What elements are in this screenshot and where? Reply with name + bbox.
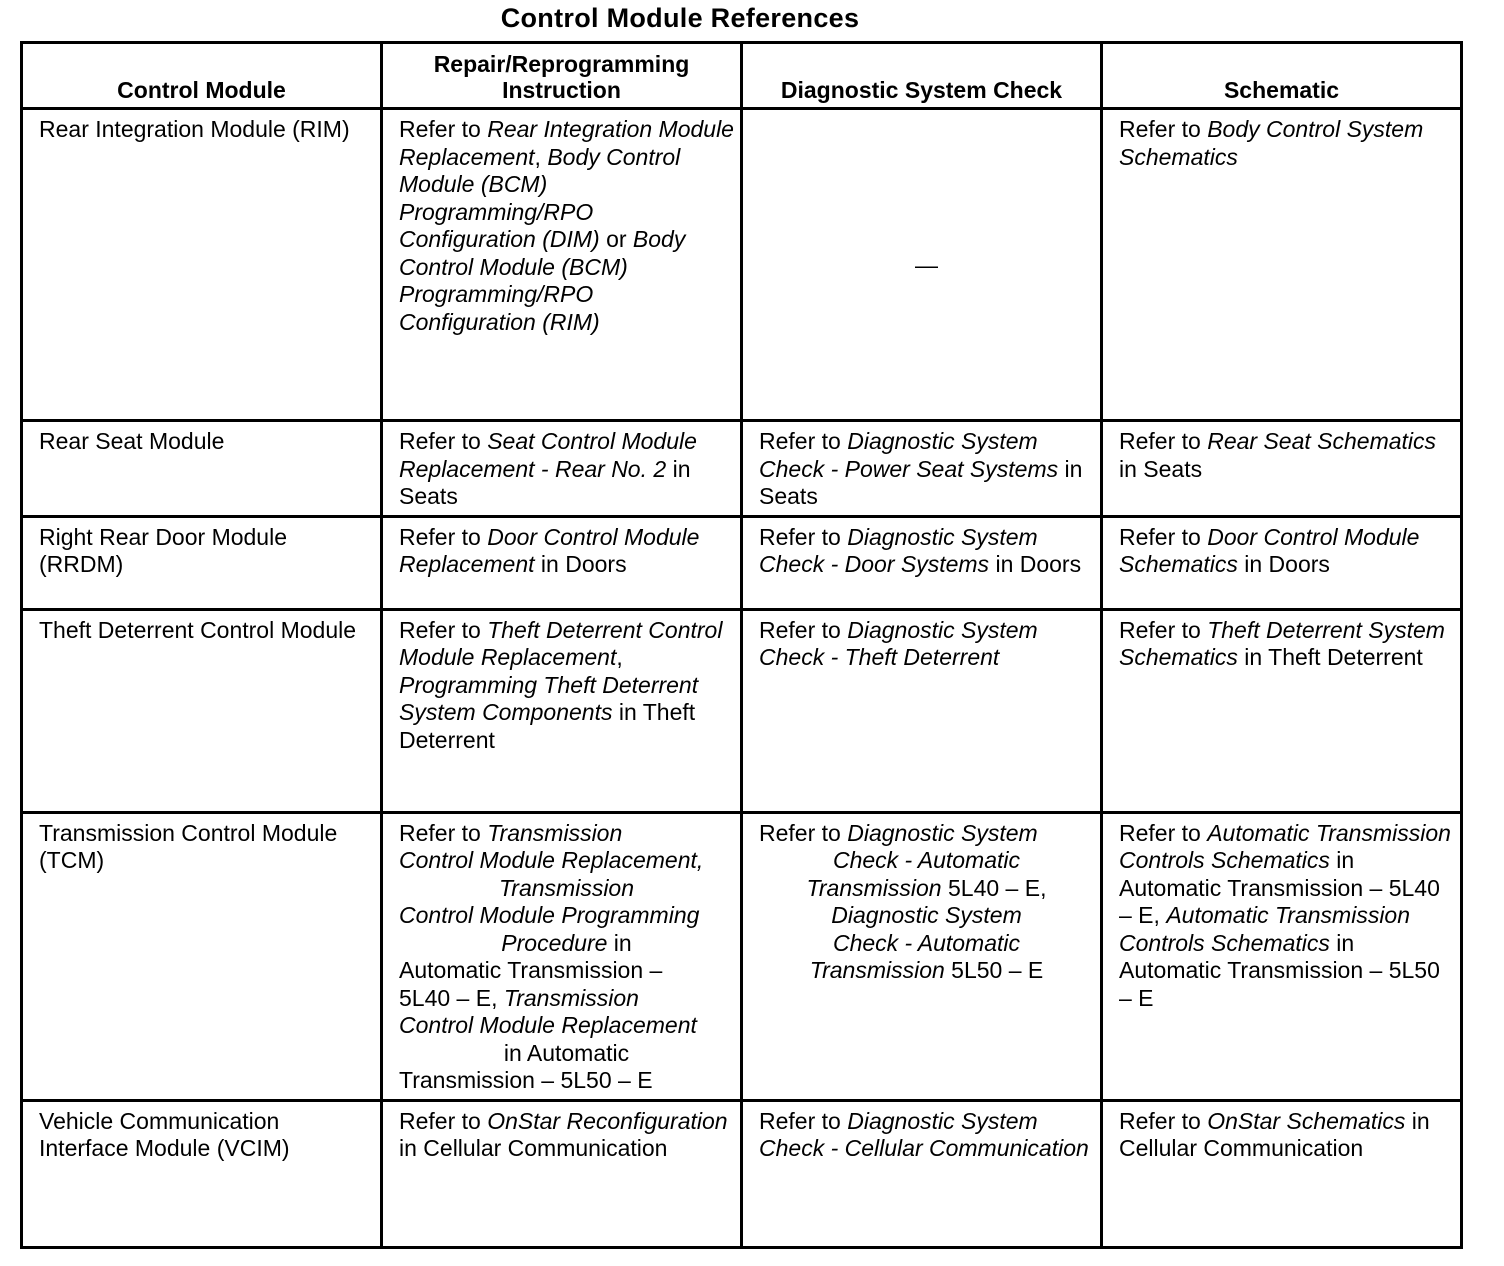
schematic-cell	[1102, 812, 1462, 1100]
diagnostic-cell	[742, 1100, 1102, 1247]
repair-cell	[382, 109, 742, 421]
text: 5L40 – E,	[399, 984, 504, 1011]
repair-cell	[382, 609, 742, 812]
text: in Theft Deterrent	[399, 699, 696, 753]
reference-link[interactable]: Check - Automatic	[832, 929, 1021, 956]
header-control-module	[22, 43, 382, 109]
header-repair-instruction	[382, 43, 742, 109]
reference-link[interactable]: Automatic Transmission Controls Schematics	[1119, 902, 1411, 956]
schematic-cell	[1102, 1100, 1462, 1247]
header-schematic	[1102, 43, 1462, 109]
text: Refer to	[1119, 523, 1208, 550]
header-row	[22, 43, 1462, 109]
module-cell	[22, 1100, 382, 1247]
module-cell	[22, 516, 382, 609]
text: 5L40 – E,	[941, 874, 1047, 901]
text: in Automatic Transmission – 5L40 – E,	[1119, 847, 1440, 928]
module-name: Vehicle Communication Interface Module (VCIM)	[39, 1107, 290, 1161]
reference-link[interactable]: Diagnostic System Check - Door Systems	[759, 523, 1038, 577]
text: in Cellular Communication	[399, 1135, 668, 1161]
module-name: Rear Seat Module	[39, 428, 225, 454]
reference-link[interactable]: Diagnostic System Check - Power Seat Systems	[759, 428, 1059, 482]
schematic-cell	[1102, 516, 1462, 609]
text: Refer to	[1119, 428, 1208, 454]
reference-link[interactable]: Control Module Replacement	[399, 1012, 697, 1038]
text: Automatic Transmission –	[399, 957, 663, 983]
reference-link[interactable]: OnStar Schematics	[1207, 1107, 1406, 1134]
text: Refer to	[759, 428, 848, 454]
module-name: Right Rear Door Module (RRDM)	[39, 523, 288, 577]
repair-cell	[382, 1100, 742, 1247]
diagnostic-cell	[742, 421, 1102, 517]
reference-link[interactable]: Diagnostic System Check - Cellular Communication	[759, 1107, 1089, 1161]
text: ,	[616, 644, 623, 670]
header-schematic-label: Schematic	[1223, 77, 1340, 103]
text: in Cellular Communication	[1119, 1107, 1430, 1161]
diagnostic-cell	[742, 109, 1102, 421]
schematic-cell	[1102, 609, 1462, 812]
header-diagnostic-label: Diagnostic System Check	[780, 77, 1063, 103]
module-cell	[22, 109, 382, 421]
text: in Doors	[534, 551, 627, 577]
reference-link[interactable]: Diagnostic System	[847, 819, 1038, 846]
reference-link[interactable]: Rear Integration Module Replacement	[399, 116, 734, 170]
text: Refer to	[759, 1107, 848, 1134]
header-repair-line1: Repair/Reprogramming	[433, 51, 690, 77]
reference-link[interactable]: Control Module Programming	[399, 902, 700, 928]
reference-link[interactable]: OnStar Reconfiguration	[487, 1107, 728, 1134]
text: in Doors	[989, 551, 1082, 577]
module-cell	[22, 812, 382, 1100]
module-name: Transmission Control Module (TCM)	[39, 819, 338, 873]
text: Refer to	[1119, 616, 1208, 643]
text: in Seats	[1119, 455, 1203, 482]
text: Refer to	[759, 819, 848, 846]
text: Refer to	[1119, 819, 1208, 846]
table-row	[22, 421, 1462, 517]
text: in Doors	[1237, 551, 1330, 577]
text: Refer to	[399, 428, 488, 454]
repair-cell	[382, 421, 742, 517]
module-cell	[22, 421, 382, 517]
module-cell	[22, 609, 382, 812]
text: Refer to	[1119, 116, 1208, 142]
text: or	[599, 226, 633, 252]
header-diagnostic-check	[742, 43, 1102, 109]
reference-link[interactable]: Seat Control Module Replacement - Rear No. 2	[399, 428, 697, 482]
reference-link[interactable]: Transmission	[503, 984, 639, 1011]
text: in Seats	[759, 455, 1083, 509]
table-row	[22, 812, 1462, 1100]
page-title: Control Module References	[500, 3, 860, 33]
text: in	[607, 929, 632, 956]
repair-cell	[382, 516, 742, 609]
reference-link[interactable]: Procedure	[501, 929, 608, 956]
schematic-cell	[1102, 421, 1462, 517]
diagnostic-cell	[742, 609, 1102, 812]
reference-link[interactable]: Rear Seat Schematics	[1207, 428, 1437, 454]
reference-link[interactable]: Diagnostic System Check - Theft Deterrent	[759, 616, 1038, 670]
schematic-cell	[1102, 109, 1462, 421]
reference-link[interactable]: Body Control Module (BCM) Programming/RPO Configuration (RIM)	[399, 226, 686, 335]
text: Refer to	[399, 523, 488, 550]
control-module-references-table	[20, 41, 1463, 1249]
table-row	[22, 609, 1462, 812]
text: Refer to	[399, 116, 488, 142]
table-row	[22, 516, 1462, 609]
text: Refer to	[399, 616, 488, 643]
text: Refer to	[1119, 1107, 1208, 1134]
text: in Theft Deterrent	[1237, 644, 1423, 670]
reference-link[interactable]: Transmission	[809, 957, 945, 983]
text: Transmission – 5L50 – E	[399, 1067, 653, 1093]
text: Refer to	[759, 523, 848, 550]
header-repair-line2: Instruction	[502, 77, 621, 103]
module-name: Rear Integration Module (RIM)	[39, 116, 350, 142]
reference-link[interactable]: Automatic Transmission Controls Schematics	[1119, 819, 1451, 873]
reference-link[interactable]: Theft Deterrent System Schematics	[1119, 616, 1445, 670]
reference-link[interactable]: Body Control System Schematics	[1119, 116, 1424, 170]
text: 5L50 – E	[944, 957, 1044, 983]
reference-link[interactable]: Check - Automatic	[832, 847, 1021, 873]
reference-link[interactable]: Transmission	[806, 874, 942, 901]
reference-link[interactable]: Transmission	[498, 874, 635, 901]
table-row	[22, 109, 1462, 421]
diagnostic-cell	[742, 812, 1102, 1100]
reference-link[interactable]: Theft Deterrent Control Module Replacement	[399, 616, 723, 670]
empty-dash: —	[915, 251, 938, 278]
table-row	[22, 1100, 1462, 1247]
text: in Automatic Transmission – 5L50 – E	[1119, 929, 1440, 1011]
text: Refer to	[759, 616, 848, 643]
text: in Seats	[399, 455, 691, 509]
reference-link[interactable]: Door Control Module Replacement	[399, 523, 700, 577]
header-control-module-label: Control Module	[117, 77, 286, 103]
module-name: Theft Deterrent Control Module	[39, 616, 357, 643]
reference-link[interactable]: Body Control Module (BCM) Programming/RPO Configuration (DIM)	[399, 143, 681, 252]
reference-link[interactable]: Diagnostic System	[831, 902, 1022, 928]
text: Refer to	[399, 819, 488, 846]
text: in Automatic	[503, 1039, 630, 1066]
text: ,	[534, 143, 548, 170]
reference-link[interactable]: Programming Theft Deterrent System Components	[399, 671, 699, 725]
reference-link[interactable]: Transmission	[487, 819, 623, 846]
reference-link[interactable]: Control Module Replacement,	[399, 847, 704, 873]
text: Refer to	[399, 1107, 488, 1134]
repair-cell	[382, 812, 742, 1100]
diagnostic-cell	[742, 516, 1102, 609]
reference-link[interactable]: Door Control Module Schematics	[1119, 523, 1420, 577]
